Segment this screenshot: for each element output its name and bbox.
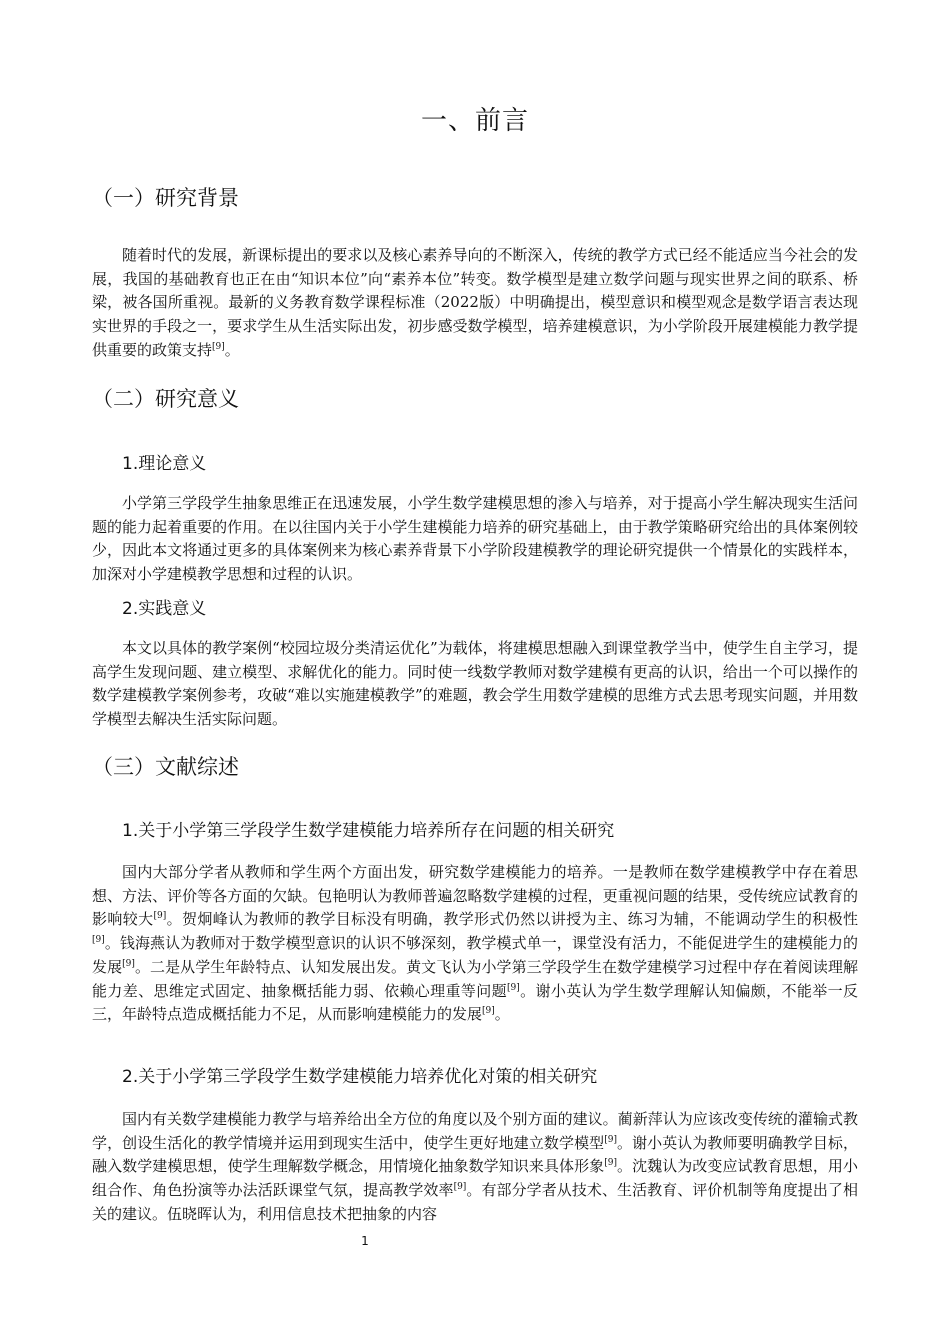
section-heading-significance: （二）研究意义 bbox=[92, 387, 239, 411]
citation: [9] bbox=[482, 1006, 495, 1017]
text-span: 。有部分学者从技术、生活教育、评价机制等角度提出了相关的建议。伍晓晖认为，利用信息技术把抽象的内容 bbox=[92, 1181, 858, 1223]
subheading-problems: 1.关于小学第三学段学生数学建模能力培养所存在问题的相关研究 bbox=[122, 821, 615, 841]
subheading-countermeasures: 2.关于小学第三学段学生数学建模能力培养优化对策的相关研究 bbox=[122, 1067, 598, 1087]
text-span: 本文以具体的教学案例“校园垃圾分类清运优化”为载体，将建模思想融入到课堂教学当中，使学生自主学习，提高学生发现问题、建立模型、求解优化的能力。同时使一线数学教师对数学建模有更高的认识，给出一个可以操作的数学建模教学案例参考，攻破“难以实施建模教学”的难题，教会学生用数学建模的思维方式去思考现实问题，并用数学模型去解决生活实际问题。 bbox=[92, 639, 858, 729]
paragraph-background bbox=[92, 244, 858, 363]
citation: [9] bbox=[153, 911, 167, 922]
subheading-theoretical: 1.理论意义 bbox=[122, 454, 207, 474]
text-span: 。 bbox=[224, 340, 240, 359]
citation: [9] bbox=[453, 1182, 467, 1193]
text-span: 随着时代的发展，新课标提出的要求以及核心素养导向的不断深入，传统的教学方式已经不能适应当今社会的发展，我国的基础教育也正在由“知识本位”向“素养本位”转变。数学模型是建立数学问题与现实世界之间的联系、桥梁，被各国所重视。最新的义务教育数学课程标准（2022版）中明确提出，模型意识和模型观念是数学语言表达现实世界的手段之一，要求学生从生活实际出发，初步感受数学模型，培养建模意识，为小学阶段开展建模能力教学提供重要的政策支持 bbox=[92, 246, 858, 359]
citation: [9] bbox=[122, 958, 135, 969]
citation: [9] bbox=[507, 982, 520, 993]
paragraph-problems bbox=[92, 861, 858, 1027]
citation: [9] bbox=[604, 1134, 617, 1145]
text-span: 。二是从学生年龄特点、认知发展出发。黄文飞认为小学第三学段学生在数学建模学习过程中存在着阅读理解能力差、思维定式固定、抽象概括能力弱、依赖心理重等问题 bbox=[92, 957, 858, 1000]
citation: [9] bbox=[92, 935, 105, 946]
subheading-practical: 2.实践意义 bbox=[122, 599, 207, 619]
page-number: 1 bbox=[361, 1234, 369, 1248]
paragraph-practical bbox=[92, 637, 858, 732]
paragraph-countermeasures bbox=[92, 1108, 858, 1227]
text-span: 国内大部分学者从教师和学生两个方面出发，研究数学建模能力的培养。一是教师在数学建模教学中存在着思想、方法、评价等各方面的欠缺。包艳明认为教师普遍忽略数学建模的过程，更重视问题的结果，受传统应试教育的影响较大 bbox=[92, 863, 858, 929]
text-span: 。谢小英认为学生数学理解认知偏颇，不能举一反三，年龄特点造成概括能力不足，从而影响建模能力的发展 bbox=[92, 981, 858, 1024]
text-span: 。贺炯峰认为教师的教学目标没有明确，教学形式仍然以讲授为主、练习为辅，不能调动学生的积极性 bbox=[166, 910, 858, 929]
section-heading-literature: （三）文献综述 bbox=[92, 755, 239, 779]
text-span: 。钱海燕认为教师对于数学模型意识的认识不够深刻，教学模式单一，课堂没有活力，不能促进学生的建模能力的发展 bbox=[92, 934, 858, 976]
citation: [9] bbox=[212, 341, 225, 352]
text-span: 国内有关数学建模能力教学与培养给出全方位的角度以及个别方面的建议。蔺新萍认为应该改变传统的灌输式教学，创设生活化的教学情境并运用到现实生活中，使学生更好地建立数学模型 bbox=[92, 1110, 858, 1152]
text-span: 小学第三学段学生抽象思维正在迅速发展，小学生数学建模思想的渗入与培养，对于提高小学生解决现实生活问题的能力起着重要的作用。在以往国内关于小学生建模能力培养的研究基础上，由于教学策略研究给出的具体案例较少，因此本文将通过更多的具体案例来为核心素养背景下小学阶段建模教学的理论研究提供一个情景化的实践样本，加深对小学建模教学思想和过程的认识。 bbox=[92, 494, 858, 584]
text-span: 。沈魏认为改变应试教育思想，用小组合作、角色扮演等办法活跃课堂气氛，提高教学效率 bbox=[92, 1157, 858, 1200]
text-span: 。 bbox=[494, 1005, 510, 1024]
chapter-title: 一、前言 bbox=[420, 106, 529, 136]
section-heading-background: （一）研究背景 bbox=[92, 186, 239, 210]
paragraph-theoretical bbox=[92, 492, 858, 587]
text-span: 。谢小英认为教师要明确教学目标，融入数学建模思想，使学生理解数学概念，用情境化抽象数学知识来具体形象 bbox=[92, 1133, 858, 1176]
citation: [9] bbox=[604, 1158, 617, 1169]
